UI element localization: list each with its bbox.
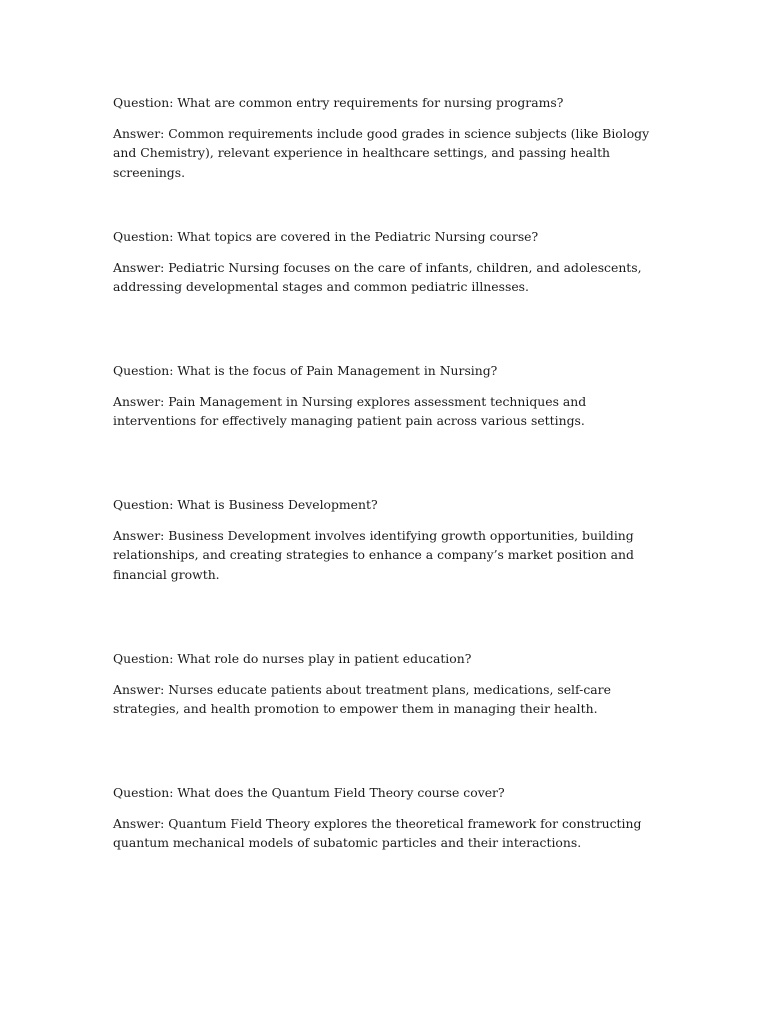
question-text: Question: What role do nurses play in patient education? xyxy=(113,651,472,666)
question-text: Question: What topics are covered in the Pediatric Nursing course? xyxy=(113,229,539,244)
qa-item xyxy=(113,783,658,853)
question-text: Question: What is Business Development? xyxy=(113,497,378,512)
question-text: Question: What is the focus of Pain Management in Nursing? xyxy=(113,363,498,378)
qa-item xyxy=(113,361,658,431)
answer-text: Answer: Nurses educate patients about treatment plans, medications, self-care strategies, and health promotion to empower them in managing their health. xyxy=(113,681,611,716)
question-text: Question: What does the Quantum Field Theory course cover? xyxy=(113,785,505,800)
qa-item xyxy=(113,93,658,182)
qa-item xyxy=(113,227,658,297)
qa-item xyxy=(113,649,658,719)
answer-text: Answer: Common requirements include good grades in science subjects (like Biology and Chemistry), relevant experience in healthcare settings, and passing health screenings. xyxy=(113,125,650,180)
qa-item xyxy=(113,495,658,584)
answer-text: Answer: Quantum Field Theory explores the theoretical framework for constructing quantum mechanical models of subatomic particles and their interactions. xyxy=(113,815,642,850)
answer-text: Answer: Business Development involves identifying growth opportunities, building relationships, and creating strategies to enhance a company’s market position and financial growth. xyxy=(113,527,634,582)
answer-text: Answer: Pediatric Nursing focuses on the care of infants, children, and adolescents, addressing developmental stages and common pediatric illnesses. xyxy=(113,259,642,294)
answer-text: Answer: Pain Management in Nursing explores assessment techniques and interventions for effectively managing patient pain across various settings. xyxy=(113,393,587,428)
question-text: Question: What are common entry requirements for nursing programs? xyxy=(113,95,564,110)
